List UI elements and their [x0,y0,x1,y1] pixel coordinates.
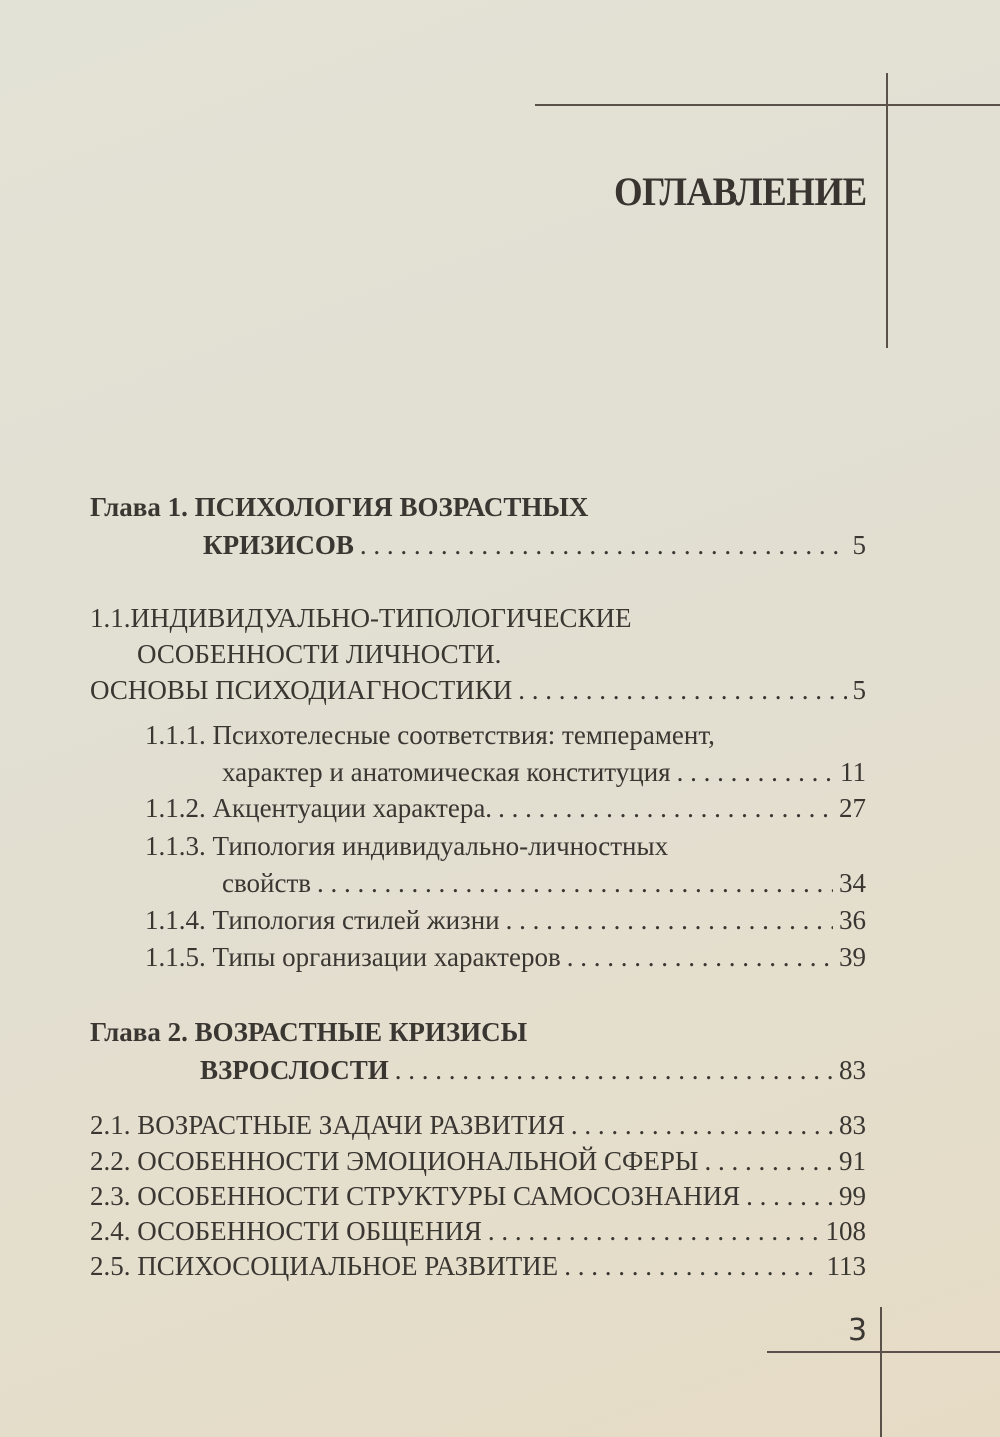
chapter-label: Глава 2. [90,1017,188,1047]
leader-dots [311,866,833,900]
page-ref: 99 [839,1181,866,1211]
section-title-cont: ОСНОВЫ ПСИХОДИАГНОСТИКИ [90,675,513,705]
subsection-number: 1.1.4. [145,905,206,935]
page-ref: 83 [839,1055,866,1085]
page-ref: 83 [839,1110,866,1140]
top-rule-horizontal [535,104,1000,106]
subsection-title [145,718,715,752]
toc-entry[interactable] [90,1108,866,1142]
page-ref: 5 [852,530,866,560]
section-title: 2.2. ОСОБЕННОСТИ ЭМОЦИОНАЛЬНОЙ СФЕРЫ [90,1146,699,1176]
subsection-text: Типы организации характеров [212,942,561,972]
subsection-number: 1.1.5. [145,942,206,972]
bottom-rule-vertical [880,1307,882,1437]
page-ref: 11 [840,757,866,787]
toc-entry[interactable] [203,528,866,562]
page-ref: 5 [852,675,866,705]
section-title: 2.5. ПСИХОСОЦИАЛЬНОЕ РАЗВИТИЕ [90,1251,559,1281]
page-ref: 36 [839,905,866,935]
toc-entry[interactable] [90,1144,866,1178]
toc-entry[interactable] [145,791,866,825]
leader-dots [482,1214,820,1248]
subsection-number: 1.1.1. [145,720,206,750]
chapter-2-heading [90,1015,527,1049]
toc-entry[interactable] [145,940,866,974]
subsection-number: 1.1.2. [145,793,206,823]
chapter-label: Глава 1. [90,492,188,522]
section-title: 2.3. ОСОБЕННОСТИ СТРУКТУРЫ САМОСОЗНАНИЯ [90,1181,741,1211]
section-title: 2.1. ВОЗРАСТНЫЕ ЗАДАЧИ РАЗВИТИЯ [90,1110,565,1140]
page-ref: 39 [839,942,866,972]
toc-entry[interactable] [90,1179,866,1213]
chapter-title-cont: ВЗРОСЛОСТИ [200,1055,389,1085]
leader-dots [740,1179,833,1213]
leader-dots [561,940,833,974]
leader-dots [354,528,847,562]
leader-dots [565,1108,833,1142]
subsection-title [145,829,668,863]
chapter-title: ВОЗРАСТНЫЕ КРИЗИСЫ [194,1017,528,1047]
leader-dots [671,755,834,789]
toc-entry[interactable] [145,903,866,937]
subsection-text-cont: свойств [222,868,312,898]
leader-dots [558,1249,820,1283]
chapter-1-heading [90,490,588,524]
section-title-cont: ОСОБЕННОСТИ ЛИЧНОСТИ. [137,639,502,669]
leader-dots [512,673,846,707]
toc-entry[interactable] [90,673,866,707]
subsection-text-cont: характер и анатомическая конституция [222,757,671,787]
top-rule-vertical [886,73,888,348]
section-title: 2.4. ОСОБЕННОСТИ ОБЩЕНИЯ [90,1216,482,1246]
subsection-text: Акцентуации характера. [212,793,493,823]
toc-entry[interactable] [90,1249,866,1283]
page-ref: 113 [826,1251,866,1281]
subsection-number: 1.1.3. [145,831,206,861]
page-ref: 108 [825,1216,866,1246]
page-title: ОГЛАВЛЕНИЕ [614,169,867,214]
toc-entry[interactable] [222,755,866,789]
subsection-text: Типология индивидуально-личностных [212,831,669,861]
leader-dots [492,791,833,825]
leader-dots [500,903,833,937]
bottom-rule-horizontal [767,1351,1000,1353]
toc-entry[interactable] [222,866,866,900]
subsection-text: Психотелесные соответствия: темперамент, [212,720,715,750]
chapter-title-cont: КРИЗИСОВ [203,530,354,560]
page-ref: 34 [839,868,866,898]
subsection-text: Типология стилей жизни [212,905,500,935]
toc-entry[interactable] [90,1214,866,1248]
leader-dots [389,1053,833,1087]
page-number: 3 [848,1313,868,1348]
page-ref: 91 [839,1146,866,1176]
chapter-title: ПСИХОЛОГИЯ ВОЗРАСТНЫХ [194,492,589,522]
leader-dots [698,1144,833,1178]
section-title: 1.1.ИНДИВИДУАЛЬНО-ТИПОЛОГИЧЕСКИЕ [90,603,632,633]
toc-entry[interactable] [200,1053,866,1087]
page-ref: 27 [839,793,866,823]
